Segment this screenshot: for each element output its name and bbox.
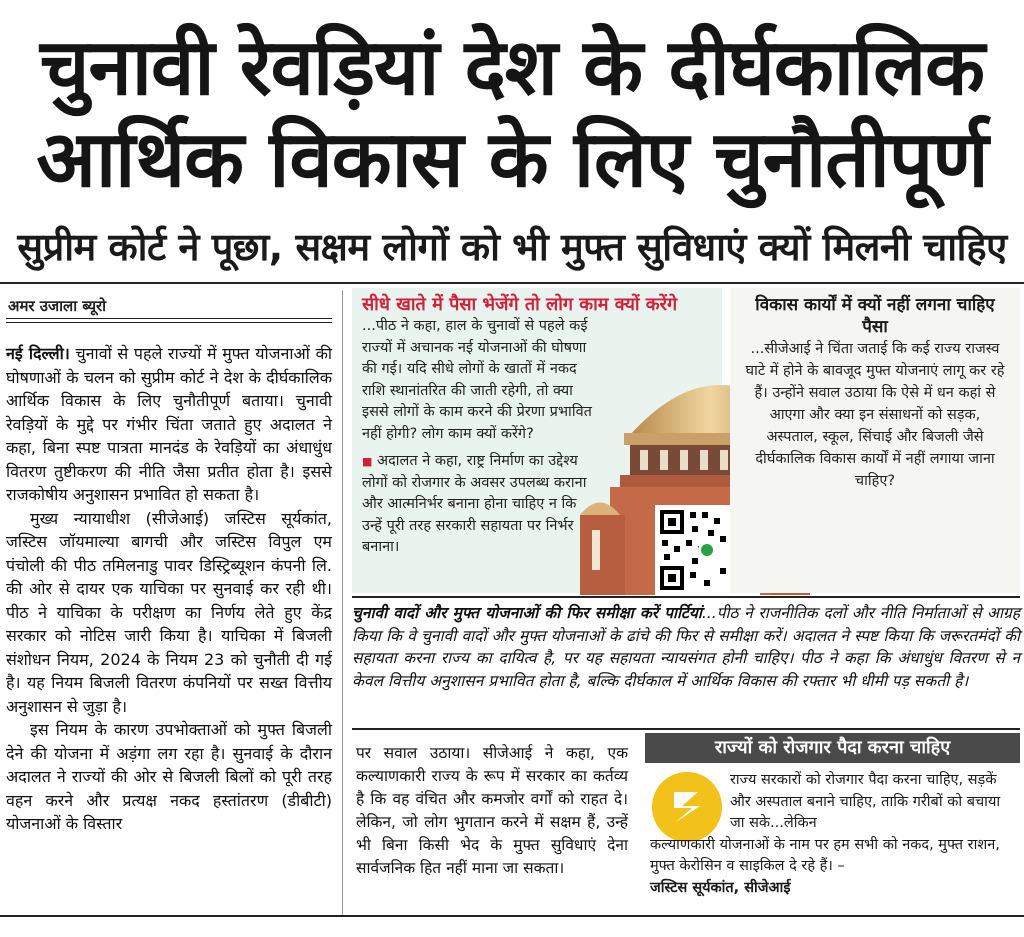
- middle-article-column: [356, 742, 628, 880]
- paragraph-1: [6, 342, 332, 507]
- byline-rule-2: [6, 322, 332, 323]
- byline-rule: [6, 318, 332, 319]
- top-divider: [0, 282, 1024, 284]
- column-divider: [342, 290, 343, 915]
- bullet-icon: ■: [362, 455, 373, 468]
- paragraph-1-text: चुनावों से पहले राज्यों में मुफ्त योजनाओं की घोषणाओं के चलन को सुप्रीम कोर्ट ने देश के दीर्घकालिक आर्थिक विकास के लिए चुनौतीपूर्ण बताया। चुनावी रेवड़ियों के मुद्दे पर गंभीर चिंता जताते हुए अदालत ने कहा, बिना स्पष्ट पात्रता मानदंड के रेवड़ियों का अंधाधुंध वितरण तुष्टीकरण की नीति जैसा प्रतीत होता है। इससे राजकोषीय अनुशासन प्रभावित हो सकता है।: [6, 344, 332, 504]
- headline-line-2: आर्थिक विकास के लिए चुनौतीपूर्ण: [36, 115, 988, 205]
- headline-line-1: चुनावी रेवड़ियां देश के दीर्घकालिक: [39, 23, 985, 113]
- left-article-column: [6, 342, 332, 836]
- highlight-title: सीधे खाते में पैसा भेजेंगे तो लोग काम क्यों करेंगे: [362, 294, 678, 315]
- paragraph-2: मुख्य न्यायाधीश (सीजेआई) जस्टिस सूर्यकांत, जस्टिस जॉयमाल्या बागची और जस्टिस विपुल एम पंचोली की पीठ तमिलनाडु पावर डिस्ट्रिब्यूशन कंपनी लि. की ओर से दायर एक याचिका पर सुनवाई कर रही थी। पीठ ने याचिका के परीक्षण का निर्णय लेते हुए केंद्र सरकार को नोटिस जारी किया है। याचिका में बिजली संशोधन नियम, 2024 के नियम 23 को चुनौती दी गई है। यह नियम बिजली वितरण कंपनियों पर सख्त वित्तीय अनुशासन से जुड़ा है।: [6, 508, 332, 716]
- quote-text: [650, 770, 1018, 899]
- italic-summary-strip: [352, 602, 1020, 692]
- strip-bottom-rule: [352, 728, 1020, 730]
- strip-top-rule: [352, 596, 1020, 598]
- subheadline: सुप्रीम कोर्ट ने पूछा, सक्षम लोगों को भी मुफ्त सुविधाएं क्यों मिलनी चाहिए: [17, 225, 1007, 269]
- highlight-lead: ...पीठ ने कहा, हाल के चुनावों से पहले कई राज्यों में अचानक नई योजनाओं की घोषणा की गई। यदि सीधे लोगों के खातों में नकद राशि स्थानांतरित की जाती रहेगी, तो क्या इससे लोगों के काम करने की प्रेरणा प्रभावित नहीं होगी? लोग काम क्यों करेंगे?: [362, 318, 592, 442]
- right-box-title: विकास कार्यों में क्यों नहीं लगना चाहिए पैसा: [755, 295, 995, 337]
- highlight-point: [362, 451, 587, 559]
- quote-rest: कल्याणकारी योजनाओं के नाम पर हम सभी को नकद, मुफ्त राशन, मुफ्त केरोसिन व साइकिल दे रहे हैं। –: [650, 836, 1000, 874]
- bottom-rule: [0, 915, 1024, 917]
- highlight-point-text: अदालत ने कहा, राष्ट्र निर्माण का उद्देश्य लोगों को रोजगार के अवसर उपलब्ध कराना और आत्मनिर्भर बनाना होना चाहिए न कि उन्हें पूरी तरह सरकारी सहायता पर निर्भर बनाना।: [362, 453, 587, 555]
- dateline: नई दिल्ली।: [6, 344, 70, 363]
- strip-title: चुनावी वादों और मुफ्त योजनाओं की फिर समीक्षा करें पार्टियां: [352, 604, 702, 622]
- right-side-box: [730, 288, 1020, 593]
- strip-body: ...पीठ ने राजनीतिक दलों और नीति निर्माताओं से आग्रह किया कि वे चुनावी वादों और मुफ्त योजनाओं के ढांचे की फिर से समीक्षा करें। अदालत ने स्पष्ट किया कि जरूरतमंदों की सहायता करना राज्य का दायित्व है, पर यह सहायता न्यायसंगत होनी चाहिए। पीठ ने कहा कि अंधाधुंध वितरण से न केवल वित्तीय अनुशासन प्रभावित होता है, बल्कि दीर्घकाल में आर्थिक विकास की रफ्तार भी धीमी पड़ सकती है।: [352, 604, 1020, 690]
- quote-author: जस्टिस सूर्यकांत, सीजेआई: [650, 879, 791, 896]
- paragraph-3: इस नियम के कारण उपभोक्ताओं को मुफ्त बिजली देने की योजना में अड़ंगा लग रहा है। सुनवाई के दौरान अदालत ने राज्यों की ओर से बिजली बिलों को पूरी तरह वहन करने और प्रत्यक्ष नकद हस्तांतरण (डीबीटी) योजनाओं के विस्तार: [6, 720, 332, 833]
- byline: अमर उजाला ब्यूरो: [8, 297, 107, 315]
- middle-paragraph: पर सवाल उठाया। सीजेआई ने कहा, एक कल्याणकारी राज्य के रूप में सरकार का कर्तव्य है कि वह वंचित और कमजोर वर्गों को राहत दे। लेकिन, जो लोग भुगतान करने में सक्षम हैं, उन्हें भी बिना किसी भेद के मुफ्त सुविधाएं देना सार्वजनिक हित नहीं माना जा सकता।: [356, 744, 628, 877]
- right-box-body: ...सीजेआई ने चिंता जताई कि कई राज्य राजस्व घाटे में होने के बावजूद मुफ्त योजनाएं लागू कर रहे हैं। उन्होंने सवाल उठाया कि ऐसे में धन कहां से आएगा और क्या इन संसाधनों को सड़क, अस्पताल, स्कूल, सिंचाई और बिजली जैसे दीर्घकालिक विकास कार्यों में नहीं लगाया जाना चाहिए?: [745, 341, 1005, 489]
- quote-box-heading: राज्यों को रोजगार पैदा करना चाहिए: [645, 733, 1020, 763]
- quote-first: राज्य सरकारों को रोजगार पैदा करना चाहिए, सड़कें और अस्पताल बनाने चाहिए, ताकि गरीबों को बचाया जा सके...लेकिन: [730, 772, 1001, 831]
